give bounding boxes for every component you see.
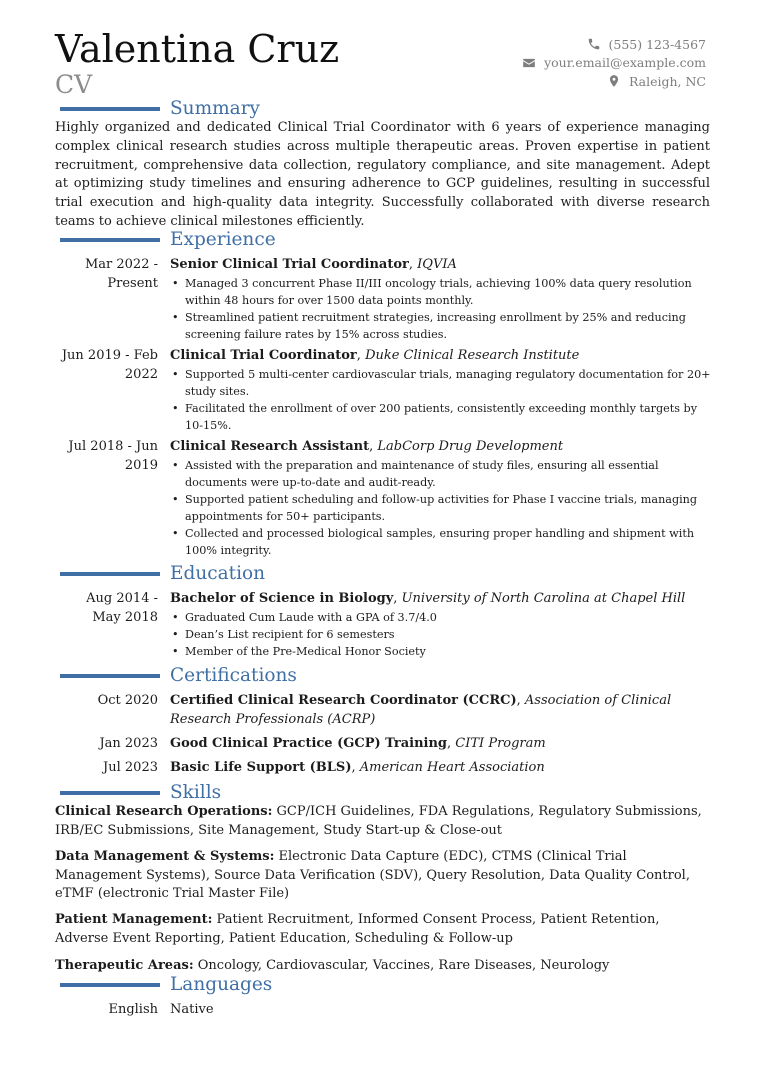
section-title: Languages xyxy=(170,974,273,995)
section-rule xyxy=(60,983,160,987)
language-level: Native xyxy=(170,1002,214,1017)
entry-org: American Heart Association xyxy=(359,760,545,775)
section-rule xyxy=(60,572,160,576)
entry-title-line: Good Clinical Practice (GCP) Training, CITI Program xyxy=(170,736,546,751)
summary-heading xyxy=(60,97,720,121)
entry-date: Mar 2022 - Present xyxy=(84,257,158,291)
contact-email[interactable] xyxy=(522,54,706,73)
contact-location xyxy=(522,72,706,91)
entry-org: Duke Clinical Research Institute xyxy=(365,348,580,363)
entry-title-line: Basic Life Support (BLS), American Heart Association xyxy=(170,760,545,775)
bullet-item: • Facilitated the enrollment of over 200 patients, consistently exceeding monthly targets by 10-15%. xyxy=(170,400,715,434)
phone-text: (555) 123-4567 xyxy=(608,36,706,52)
entry-title-line: Senior Clinical Trial Coordinator, IQVIA xyxy=(170,257,457,272)
entry-bullets xyxy=(170,275,715,343)
entry-date: Jun 2019 - Feb 2022 xyxy=(61,348,158,382)
bullet-item: • Graduated Cum Laude with a GPA of 3.7/4.0 xyxy=(170,609,715,626)
skill-text: Electronic Data Capture (EDC), CTMS (Clinical Trial Management Systems), Source Data Verification (SDV), Query Resolution, Data Quality Control, eTMF (electronic Trial Master File) xyxy=(55,849,690,902)
section-rule xyxy=(60,107,160,111)
bullet-item: • Assisted with the preparation and maintenance of study files, ensuring all essential documents were up-to-date and audit-ready. xyxy=(170,457,715,491)
entry-title-line: Clinical Research Assistant, LabCorp Drug Development xyxy=(170,439,564,454)
bullet-item: • Streamlined patient recruitment strategies, increasing enrollment by 25% and reducing screening failure rates by 15% across studies. xyxy=(170,309,715,343)
candidate-name: Valentina Cruz xyxy=(55,27,340,71)
skill-group xyxy=(55,911,715,948)
entry-title: Bachelor of Science in Biology xyxy=(170,591,394,606)
section-title: Skills xyxy=(170,782,222,803)
location-text: Raleigh, NC xyxy=(628,73,706,89)
bullet-item: • Member of the Pre-Medical Honor Society xyxy=(170,643,715,660)
bullet-item: • Collected and processed biological samples, ensuring proper handling and shipment with 100% integrity. xyxy=(170,525,715,559)
entry-date: Jan 2023 xyxy=(99,736,158,751)
section-rule xyxy=(60,238,160,242)
bullet-item: • Supported patient scheduling and follow-up activities for Phase I vaccine trials, managing appointments for 50+ participants. xyxy=(170,491,715,525)
entry-bullets xyxy=(170,457,715,559)
section-title: Experience xyxy=(170,229,276,250)
section-title: Summary xyxy=(170,98,260,119)
contact-block xyxy=(522,35,706,91)
entry-title-line: Bachelor of Science in Biology, University of North Carolina at Chapel Hill xyxy=(170,591,686,606)
entry-date: Aug 2014 - May 2018 xyxy=(86,591,158,625)
entry-bullets xyxy=(170,366,715,434)
skill-label: Data Management & Systems: xyxy=(55,849,275,864)
skill-text: GCP/ICH Guidelines, FDA Regulations, Regulatory Submissions, IRB/EC Submissions, Site Management, Study Start-up & Close-out xyxy=(55,804,702,838)
entry-title: Good Clinical Practice (GCP) Training xyxy=(170,736,448,751)
entry-org: Association of Clinical Research Professionals (ACRP) xyxy=(170,693,672,727)
education-heading xyxy=(60,562,720,586)
skill-group xyxy=(55,848,715,904)
email-text[interactable]: your.email@example.com xyxy=(544,55,706,71)
summary-text: Highly organized and dedicated Clinical Trial Coordinator with 6 years of experience managing complex clinical research studies across multiple therapeutic areas. Proven expertise in patient recruitment, comprehensive data collection, regulatory compliance, and site management. Adept at optimizing study timelines and ensuring adherence to GCP guidelines, resulting in successful trial execution and high-quality data integrity. Successfully collaborated with diverse research teams to achieve clinical milestones efficiently. xyxy=(55,120,710,229)
skill-label: Patient Management: xyxy=(55,912,213,927)
experience-heading xyxy=(60,228,720,252)
entry-title: Basic Life Support (BLS) xyxy=(170,760,352,775)
skill-group xyxy=(55,803,715,840)
entry-title-line: Certified Clinical Research Coordinator (CCRC), Association of Clinical Research Professionals (ACRP) xyxy=(170,693,672,727)
entry-title: Certified Clinical Research Coordinator (CCRC) xyxy=(170,693,517,708)
envelope-icon xyxy=(522,56,536,70)
skill-text: Oncology, Cardiovascular, Vaccines, Rare Diseases, Neurology xyxy=(197,958,610,973)
contact-phone xyxy=(522,35,706,54)
section-title: Certifications xyxy=(170,665,297,686)
bullet-item: • Managed 3 concurrent Phase II/III oncology trials, achieving 100% data query resolution within 48 hours for over 1500 data points monthly. xyxy=(170,275,715,309)
entry-title: Clinical Research Assistant xyxy=(170,439,370,454)
entry-org: CITI Program xyxy=(455,736,546,751)
entry-title: Clinical Trial Coordinator xyxy=(170,348,357,363)
entry-date: Oct 2020 xyxy=(97,693,158,708)
language-name: English xyxy=(108,1002,158,1017)
skill-label: Therapeutic Areas: xyxy=(55,958,194,973)
entry-date: Jul 2018 - Jun 2019 xyxy=(68,439,158,473)
document-subtitle: CV xyxy=(55,70,93,99)
entry-org: University of North Carolina at Chapel Hill xyxy=(401,591,686,606)
section-rule xyxy=(60,674,160,678)
entry-org: IQVIA xyxy=(417,257,457,272)
bullet-item: • Dean’s List recipient for 6 semesters xyxy=(170,626,715,643)
entry-date: Jul 2023 xyxy=(103,760,158,775)
bullet-item: • Supported 5 multi-center cardiovascular trials, managing regulatory documentation for 20+ study sites. xyxy=(170,366,715,400)
certifications-heading xyxy=(60,664,720,688)
entry-bullets xyxy=(170,609,715,660)
phone-icon xyxy=(587,37,601,51)
section-rule xyxy=(60,791,160,795)
entry-title-line: Clinical Trial Coordinator, Duke Clinical Research Institute xyxy=(170,348,580,363)
languages-heading xyxy=(60,973,720,997)
section-title: Education xyxy=(170,563,266,584)
skill-label: Clinical Research Operations: xyxy=(55,804,273,819)
skills-heading xyxy=(60,781,720,805)
entry-org: LabCorp Drug Development xyxy=(377,439,564,454)
skill-text: Patient Recruitment, Informed Consent Process, Patient Retention, Adverse Event Reporting, Patient Education, Scheduling & Follow-up xyxy=(55,912,660,946)
map-pin-icon xyxy=(607,74,621,88)
entry-title: Senior Clinical Trial Coordinator xyxy=(170,257,409,272)
